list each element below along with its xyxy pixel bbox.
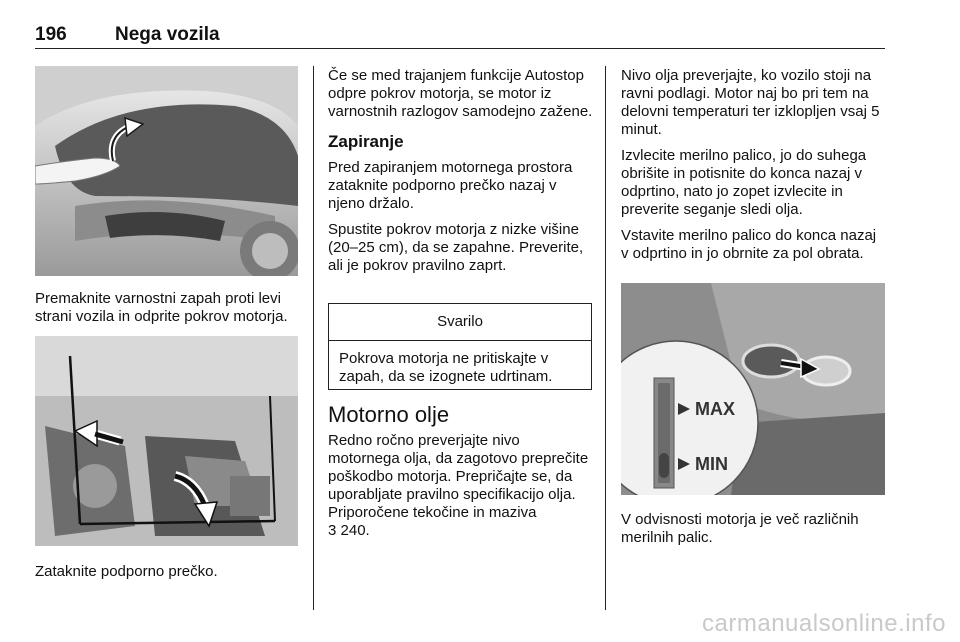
paragraph-autostop: Če se med trajanjem funkcije Autostop odpre pokrov motorja, se motor iz varnostnih razlogov samodejno zažene. bbox=[328, 67, 593, 120]
engine-oil-section bbox=[328, 402, 594, 540]
column-2-text bbox=[328, 67, 594, 283]
caption-dipstick: V odvisnosti motorja je več različnih merilnih palic. bbox=[621, 511, 859, 546]
page-header bbox=[35, 22, 885, 49]
column-3-text bbox=[621, 67, 887, 271]
dipstick-min-label: MIN bbox=[695, 454, 728, 474]
paragraph-closing-2: Spustite pokrov motorja z nizke višine (20–25 cm), da se zapahne. Preverite, ali je pokrov pravilno zaprt. bbox=[328, 221, 584, 274]
warning-text: Pokrova motorja ne pritiskajte v zapah, da se izognete udrtinam. bbox=[339, 350, 553, 385]
paragraph-oil-level: Nivo olja preverjajte, ko vozilo stoji na ravni podlagi. Motor naj bo pri tem na delovni temperaturi ter izklopljen vsaj 5 minut. bbox=[621, 67, 880, 138]
column-divider bbox=[605, 66, 606, 610]
column-divider bbox=[313, 66, 314, 610]
page-number: 196 bbox=[35, 24, 67, 45]
dipstick-max-label: MAX bbox=[695, 399, 735, 419]
reference-arrow-icon: 3 bbox=[328, 522, 337, 539]
paragraph-dipstick-insert: Vstavite merilno palico do konca nazaj v odprtino in jo obrnite za pol obrata. bbox=[621, 227, 877, 262]
heading-engine-oil: Motorno olje bbox=[328, 402, 450, 427]
paragraph-engine-oil: Redno ročno preverjajte nivo motornega olja, da zagotovo preprečite poškodbo motorja. Prepričajte se, da uporabljate pravilno specifikacijo olja. Priporočene tekočine in maziva bbox=[328, 432, 589, 521]
dipstick-photo bbox=[621, 283, 885, 495]
watermark: carmanualsonline.info bbox=[702, 610, 946, 637]
caption-prop-rod: Zataknite podporno prečko. bbox=[35, 563, 218, 580]
prop-rod-photo bbox=[35, 336, 298, 546]
page-title: Nega vozila bbox=[115, 24, 220, 45]
caption-hood-latch: Premaknite varnostni zapah proti levi strani vozila in odprite pokrov motorja. bbox=[35, 290, 288, 325]
reference-page: 240. bbox=[340, 522, 370, 539]
warning-box bbox=[328, 303, 592, 390]
hood-latch-photo bbox=[35, 66, 298, 276]
paragraph-closing-1: Pred zapiranjem motornega prostora zataknite podporno prečko nazaj v njeno držalo. bbox=[328, 159, 573, 212]
heading-closing: Zapiranje bbox=[328, 132, 404, 151]
paragraph-dipstick-pull: Izvlecite merilno palico, jo do suhega obrišite in potisnite do konca nazaj v odprtino, nato jo zopet izvlecite in preverite seganje sledi olja. bbox=[621, 147, 867, 218]
page-reference[interactable] bbox=[328, 522, 594, 540]
warning-title: Svarilo bbox=[329, 304, 591, 341]
